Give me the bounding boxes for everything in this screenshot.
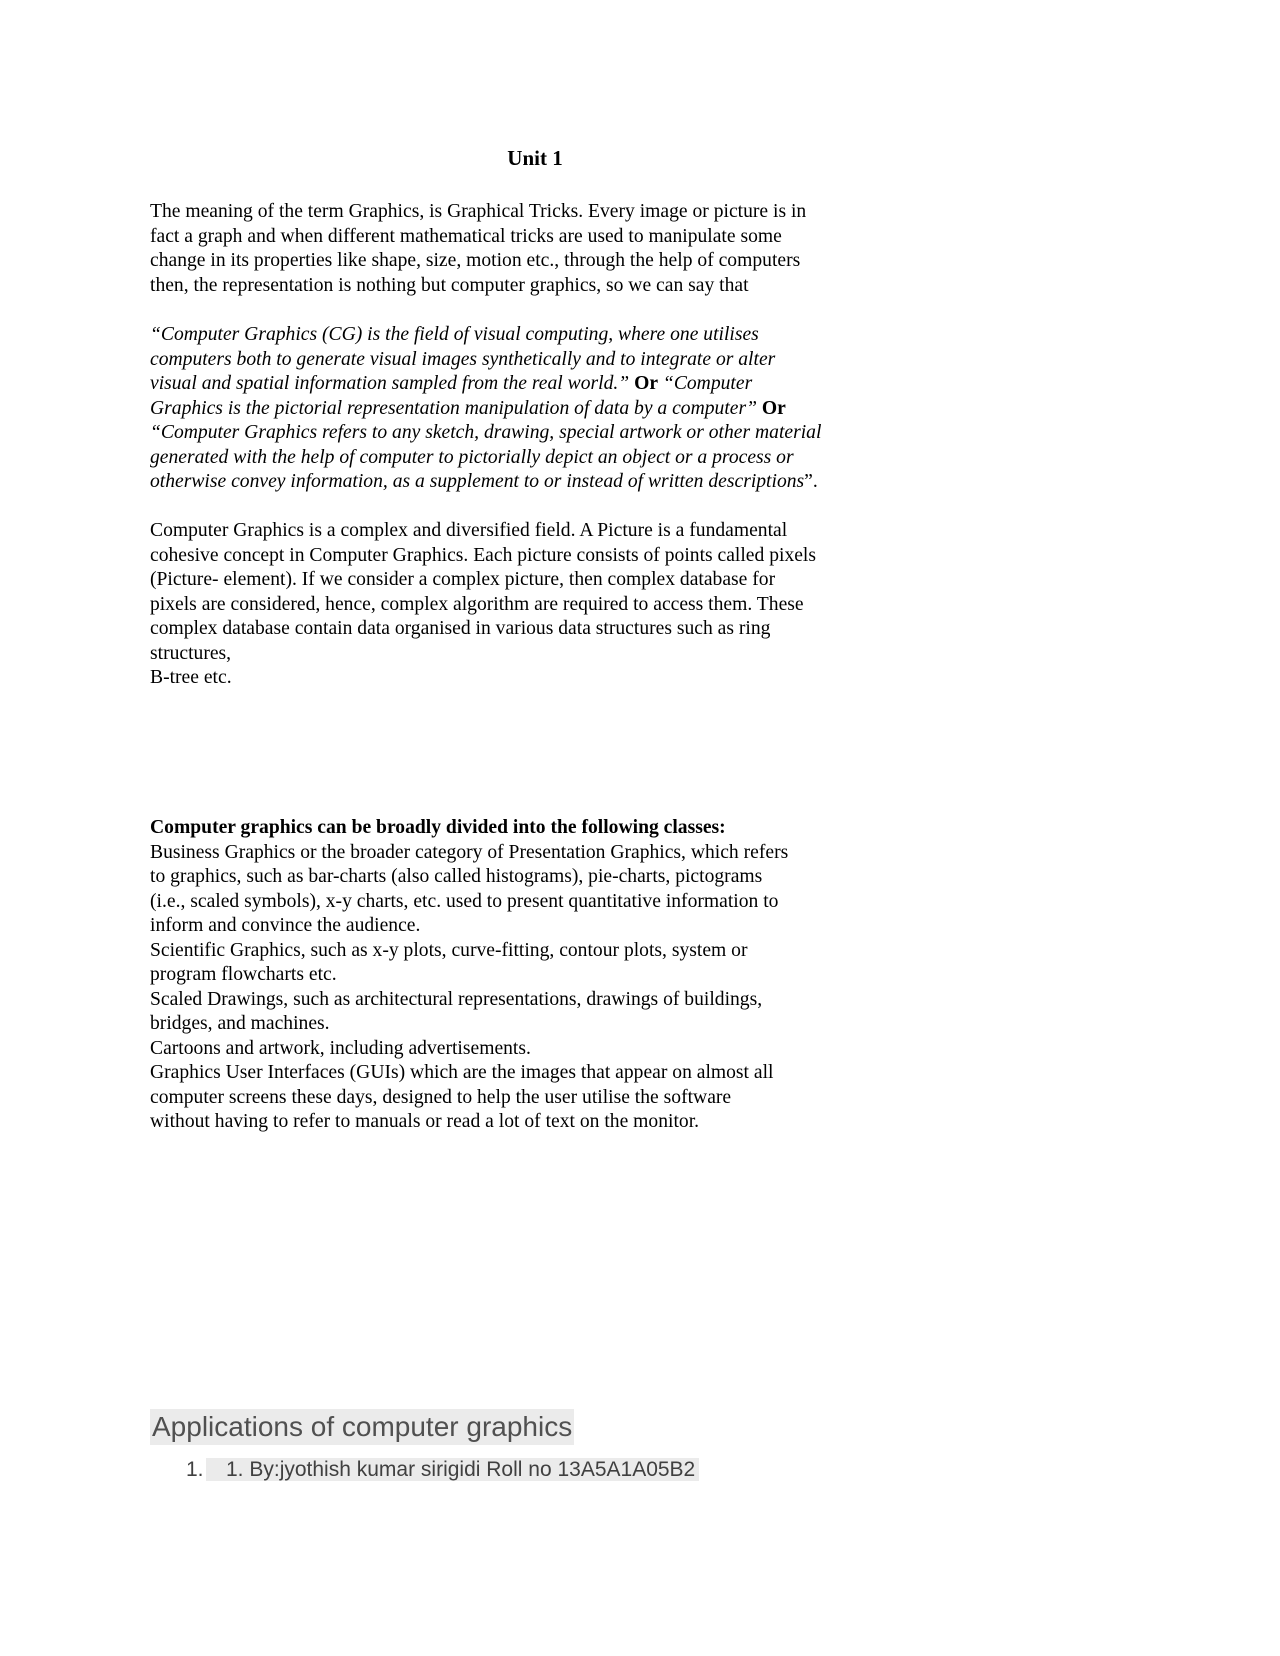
definition-text: Graphics is the pictorial representation manipulation of data by a computer”: [150, 397, 758, 419]
classes-line: Scientific Graphics, such as x-y plots, curve-fitting, contour plots, system or: [150, 939, 748, 961]
list-text: 1. By:jyothish kumar sirigidi Roll no 13A5A1A05B2: [206, 1458, 699, 1481]
page-title: Unit 1: [507, 146, 563, 170]
definition-line: “Computer Graphics (CG) is the field of visual computing, where one utilises: [150, 324, 759, 345]
intro-line: The meaning of the term Graphics, is Graphical Tricks. Every image or picture is in: [150, 201, 807, 222]
intro-paragraph: [150, 200, 920, 298]
list-item: [186, 1454, 699, 1486]
classes-line: Business Graphics or the broader category of Presentation Graphics, which refers: [150, 841, 789, 863]
picture-paragraph: [150, 519, 920, 691]
list-number: 1.: [186, 1458, 204, 1481]
classes-line: Scaled Drawings, such as architectural representations, drawings of buildings,: [150, 988, 763, 1010]
classes-line: computer screens these days, designed to help the user utilise the software: [150, 1086, 732, 1108]
picture-line: structures,: [150, 642, 232, 664]
definition-text: otherwise convey information, as a supplement to or instead of written descriptions: [150, 471, 805, 492]
intro-line: change in its properties like shape, size, motion etc., through the help of computers: [150, 250, 801, 271]
definition-line: [150, 397, 920, 422]
definition-line: generated with the help of computer to pictorially depict an object or a process or: [150, 446, 794, 468]
intro-line: fact a graph and when different mathematical tricks are used to manipulate some: [150, 225, 782, 247]
classes-heading: Computer graphics can be broadly divided into the following classes:: [150, 817, 726, 838]
definition-line: “Computer Graphics refers to any sketch, drawing, special artwork or other material: [150, 422, 822, 443]
picture-line: B-tree etc.: [150, 667, 232, 688]
definition-end: ”.: [804, 471, 818, 492]
definition-line: computers both to generate visual images synthetically and to integrate or alter: [150, 348, 776, 370]
classes-line: program flowcharts etc.: [150, 964, 337, 985]
picture-line: (Picture- element). If we consider a complex picture, then complex database for: [150, 569, 776, 590]
picture-line: pixels are considered, hence, complex algorithm are required to access them. These: [150, 593, 804, 615]
or-connector: Or: [761, 397, 786, 419]
definition-text: “Computer: [662, 373, 753, 394]
applications-heading: Applications of computer graphics: [150, 1409, 574, 1445]
classes-paragraph: [150, 816, 920, 1135]
picture-line: complex database contain data organised in various data structures such as ring: [150, 618, 771, 639]
classes-line: without having to refer to manuals or read a lot of text on the monitor.: [150, 1111, 700, 1132]
classes-line: Cartoons and artwork, including advertisements.: [150, 1037, 531, 1059]
classes-line: (i.e., scaled symbols), x-y charts, etc. used to present quantitative information to: [150, 890, 779, 912]
classes-line: inform and convince the audience.: [150, 915, 421, 936]
definition-paragraph: [150, 323, 920, 495]
picture-line: cohesive concept in Computer Graphics. Each picture consists of points called pixels: [150, 544, 817, 566]
definition-line: [150, 470, 920, 495]
definition-text: visual and spatial information sampled from the real world.”: [150, 373, 630, 394]
or-connector: Or: [634, 373, 659, 394]
picture-line: Computer Graphics is a complex and diversified field. A Picture is a fundamental: [150, 520, 788, 541]
classes-line: Graphics User Interfaces (GUIs) which are the images that appear on almost all: [150, 1062, 774, 1083]
classes-line: to graphics, such as bar-charts (also called histograms), pie-charts, pictograms: [150, 866, 763, 887]
definition-line: [150, 372, 920, 397]
intro-line: then, the representation is nothing but computer graphics, so we can say that: [150, 274, 749, 296]
classes-line: bridges, and machines.: [150, 1013, 330, 1034]
